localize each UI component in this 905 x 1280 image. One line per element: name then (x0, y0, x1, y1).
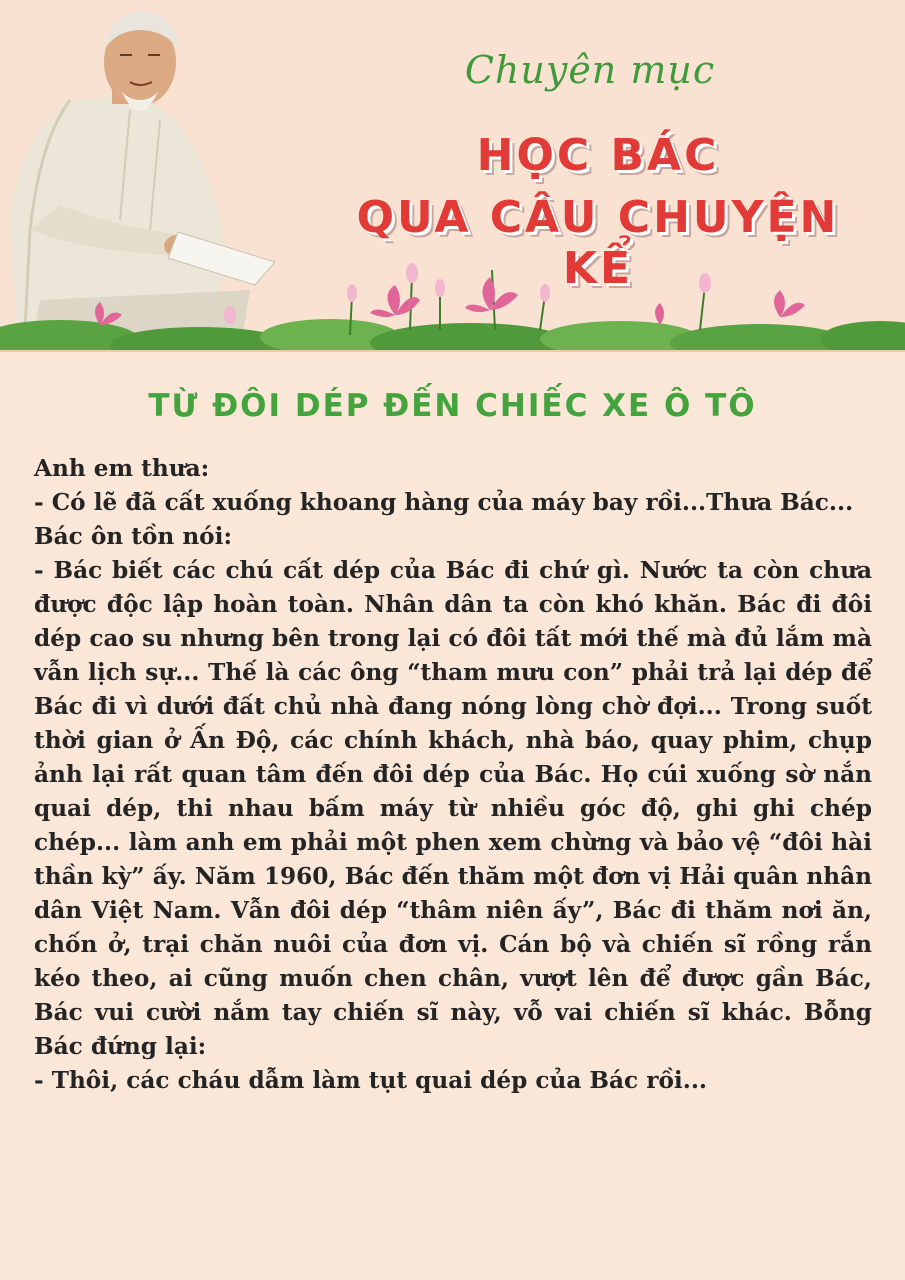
story-body (34, 452, 872, 1098)
lotus-decoration (0, 255, 905, 352)
story-paragraph: Bác ôn tồn nói: (34, 523, 233, 550)
story-paragraph: - Thôi, các cháu dẫm làm tụt quai dép của Bác rồi... (34, 1067, 707, 1094)
story-paragraph: Anh em thưa: (34, 455, 210, 482)
story-title: TỪ ĐÔI DÉP ĐẾN CHIẾC XE Ô TÔ (148, 388, 757, 424)
section-kicker: Chuyên mục (464, 48, 716, 92)
header-banner (0, 0, 905, 352)
banner-divider (0, 350, 905, 352)
section-headline-line1: HỌC BÁC (476, 130, 720, 181)
story-paragraph: - Bác biết các chú cất dép của Bác đi chứ gì. Nước ta còn chưa được độc lập hoàn toàn. Nhân dân ta còn khó khăn. Bác đi đôi dép cao su nhưng bên trong lại có đôi tất mới thế mà đủ lắm mà vẫn lịch sự... Thế là các ông “tham mưu con” phải trả lại dép để Bác đi vì dưới đất chủ nhà đang nóng lòng chờ đợi... Trong suốt thời gian ở Ấn Độ, các chính khách, nhà báo, quay phim, chụp ảnh lại rất quan tâm đến đôi dép của Bác. Họ cúi xuống sờ nắn quai dép, thi nhau bấm máy từ nhiều góc độ, ghi ghi chép chép... làm anh em phải một phen xem chừng và bảo vệ “đôi hài thần kỳ” ấy. Năm 1960, Bác đến thăm một đơn vị Hải quân nhân dân Việt Nam. Vẫn đôi dép “thâm niên ấy”, Bác đi thăm nơi ăn, chốn ở, trại chăn nuôi của đơn vị. Cán bộ và chiến sĩ rồng rắn kéo theo, ai cũng muốn chen chân, vượt lên để được gần Bác, Bác vui cười nắm tay chiến sĩ này, vỗ vai chiến sĩ khác. Bỗng Bác đứng lại: (34, 557, 872, 1060)
story-paragraph: - Có lẽ đã cất xuống khoang hàng của máy bay rồi...Thưa Bác... (34, 489, 854, 516)
section-headline-line2: QUA CÂU CHUYỆN KỂ (356, 192, 840, 294)
